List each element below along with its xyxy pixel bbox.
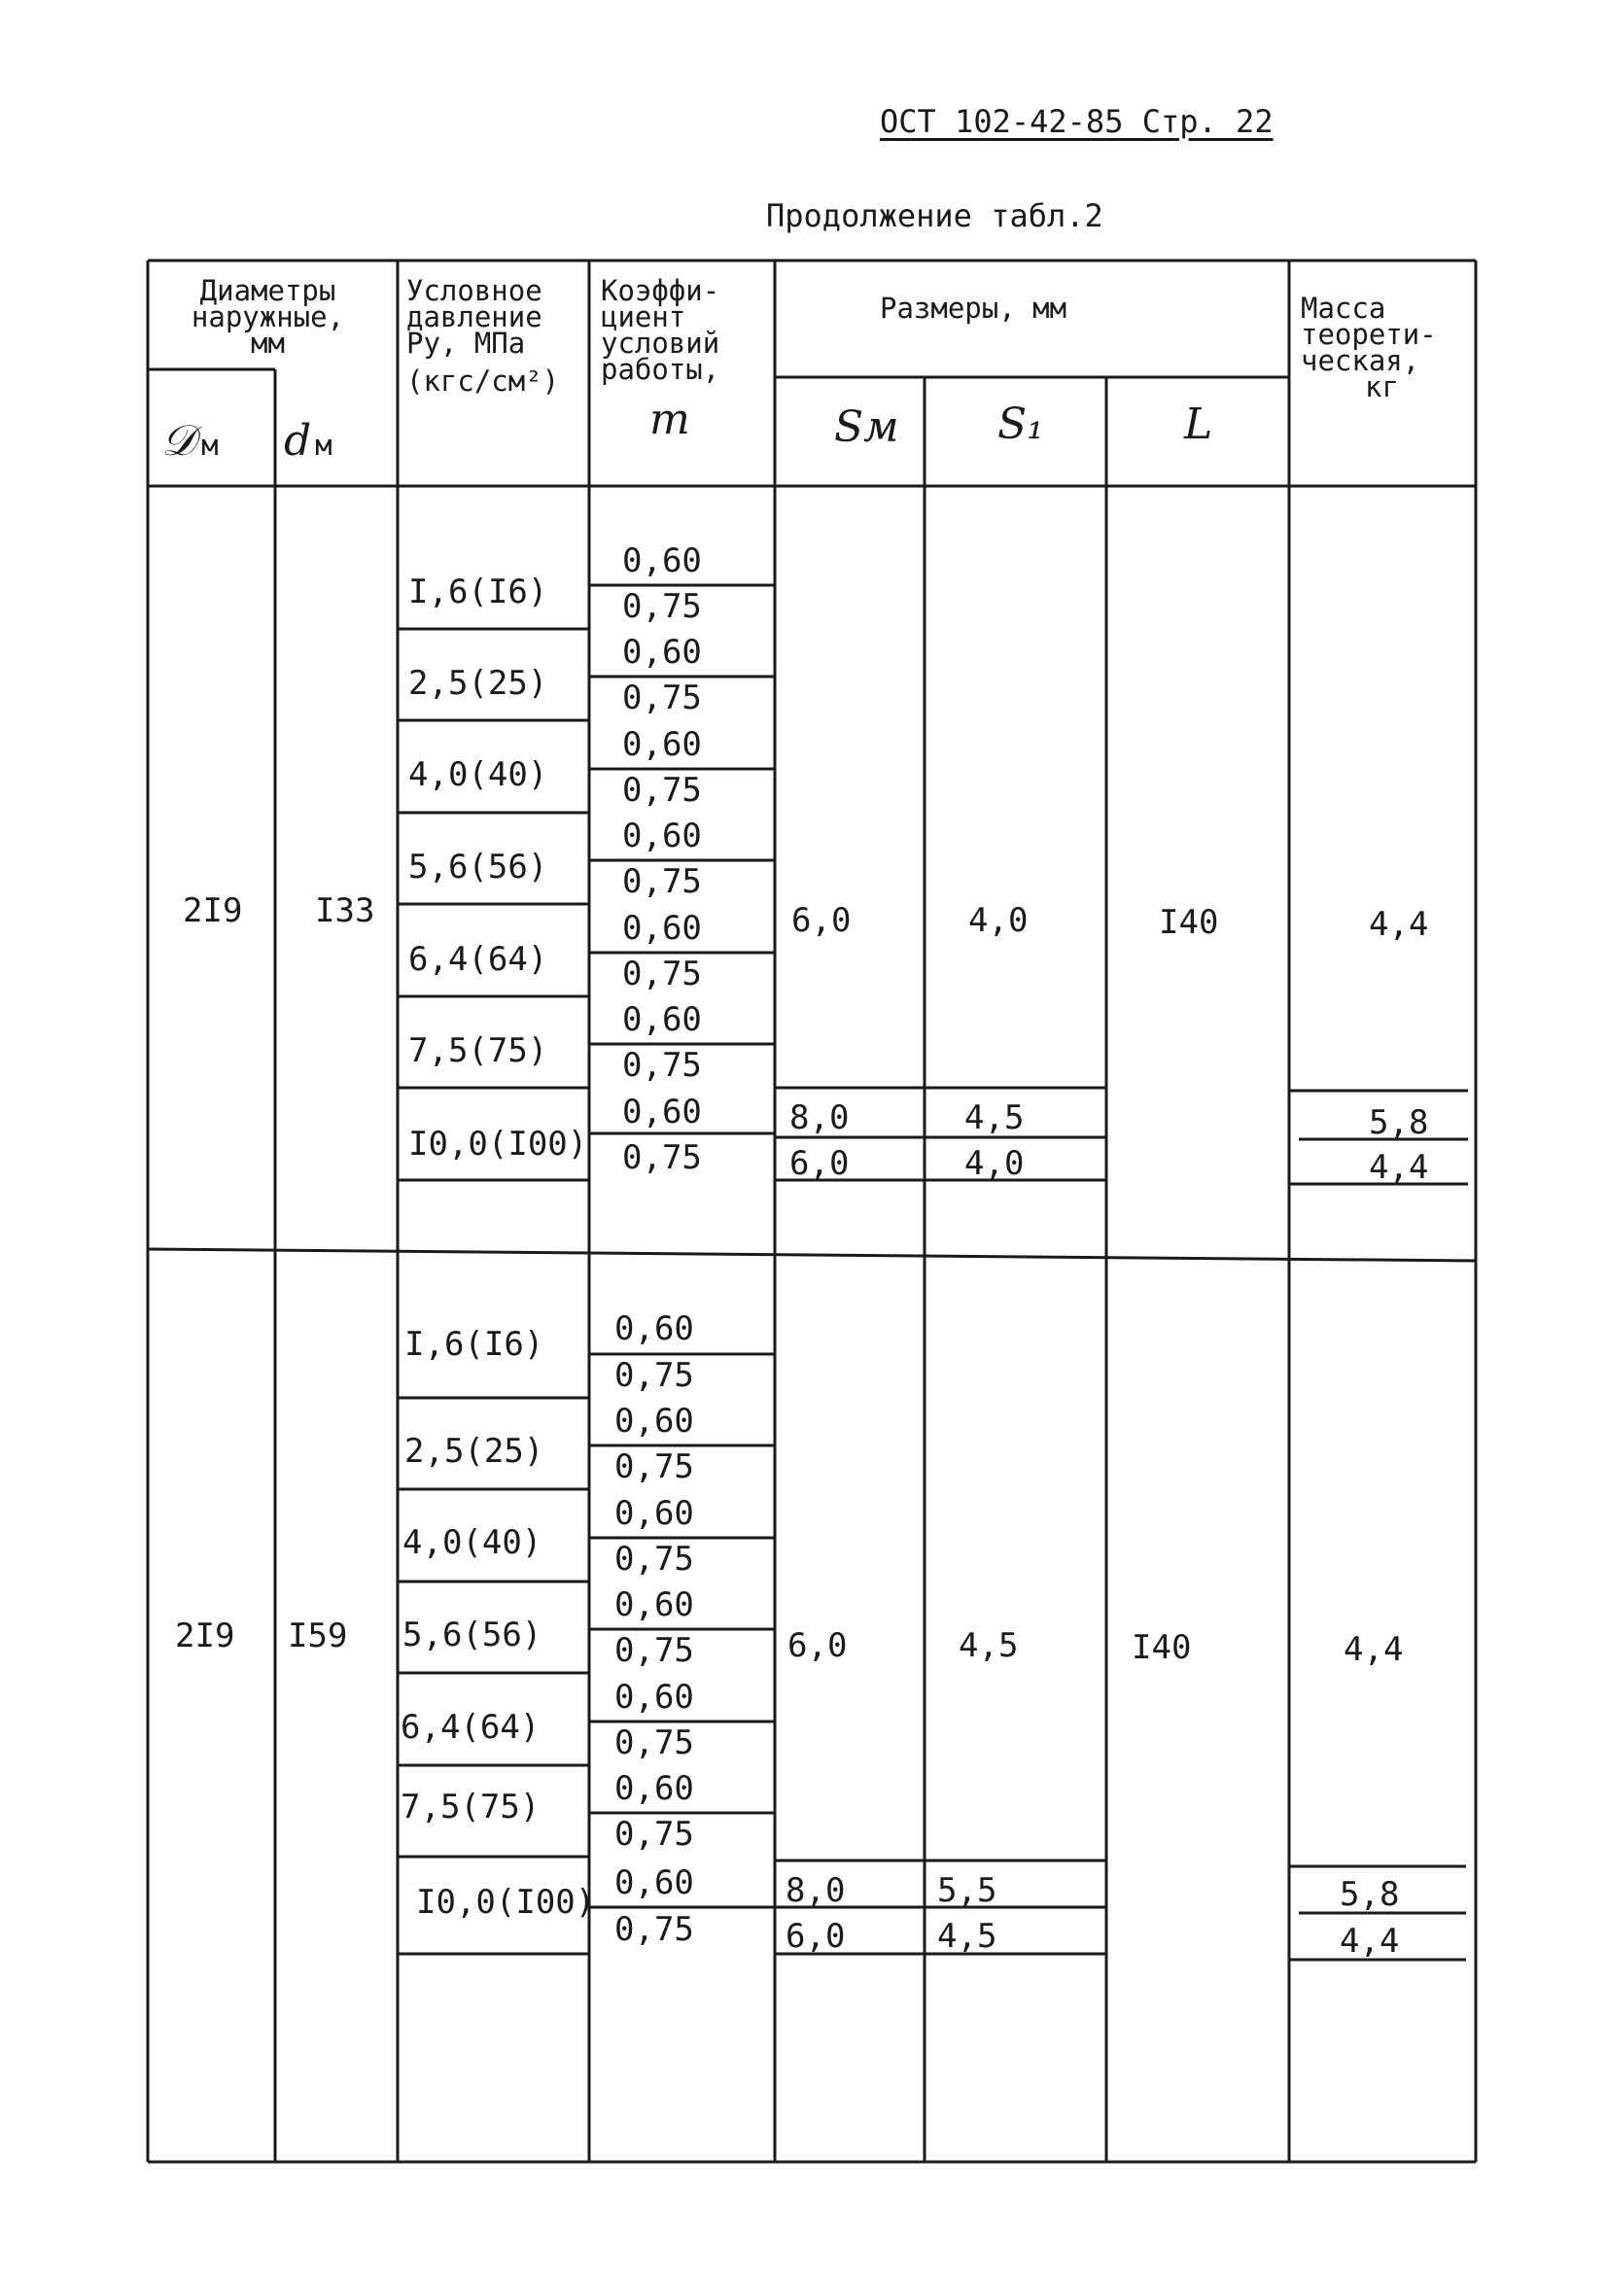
section2-D: 2I9 xyxy=(175,1617,235,1655)
header-pressure-line2: давление xyxy=(406,300,542,333)
section2-coef-4: 0,75 xyxy=(614,1447,694,1486)
header-mass-line2: теорети- xyxy=(1301,318,1437,351)
section1-l: I40 xyxy=(1159,903,1219,942)
section2-coef-6: 0,75 xyxy=(614,1540,694,1579)
section1-pressure-4: 5,6(56) xyxy=(408,848,548,887)
section2-coef-13: 0,60 xyxy=(614,1863,694,1902)
section1-coef-4: 0,75 xyxy=(622,678,702,717)
section2-coef-10: 0,75 xyxy=(614,1723,694,1762)
table-caption: Продолжение табл.2 xyxy=(766,197,1103,234)
section2-coef-3: 0,60 xyxy=(614,1402,694,1441)
header-pressure xyxy=(406,274,560,398)
header-mass-line1: Масса xyxy=(1301,292,1386,325)
section2-s1: 4,5 xyxy=(959,1626,1019,1665)
section2-coef-9: 0,60 xyxy=(614,1678,694,1717)
section2-coef-5: 0,60 xyxy=(614,1494,694,1533)
section2-coef-7: 0,60 xyxy=(614,1585,694,1624)
header-d-inner xyxy=(284,416,332,466)
section1-d: I33 xyxy=(315,891,375,930)
section1-sm: 6,0 xyxy=(791,901,852,940)
section1-last1-s1: 4,5 xyxy=(964,1098,1025,1137)
section1-last2-mass: 4,4 xyxy=(1369,1148,1429,1187)
section2-pressure-1: I,6(I6) xyxy=(404,1325,544,1364)
section1-coef-12: 0,75 xyxy=(622,1046,702,1085)
section1-coef-9: 0,60 xyxy=(622,909,702,948)
section2-last2-s1: 4,5 xyxy=(937,1917,997,1956)
section1-coef-14: 0,75 xyxy=(622,1138,702,1177)
header-sizes: Размеры, мм xyxy=(880,292,1067,325)
header-coef-line4: работы, xyxy=(601,353,720,386)
section1-coef-8: 0,75 xyxy=(622,862,702,901)
section2-l: I40 xyxy=(1132,1628,1192,1667)
section1-pressure-3: 4,0(40) xyxy=(408,755,548,794)
section1-coef-11: 0,60 xyxy=(622,1000,702,1039)
section2-coef-8: 0,75 xyxy=(614,1631,694,1670)
section1-coef-13: 0,60 xyxy=(622,1093,702,1131)
section1-last2-s1: 4,0 xyxy=(964,1144,1025,1183)
section2-pressure-6: 7,5(75) xyxy=(401,1788,541,1826)
header-D-unit: м xyxy=(201,429,219,462)
section1-coef-6: 0,75 xyxy=(622,771,702,810)
section2-mass: 4,4 xyxy=(1344,1630,1404,1669)
section1-coef-1: 0,60 xyxy=(622,541,702,580)
section1-pressure-6: 7,5(75) xyxy=(408,1031,548,1070)
header-l: L xyxy=(1184,400,1213,449)
section2-sm: 6,0 xyxy=(787,1626,848,1665)
section2-d: I59 xyxy=(288,1617,348,1655)
section2-coef-2: 0,75 xyxy=(614,1356,694,1395)
header-mass-line4: кг xyxy=(1365,370,1399,403)
header-coef-line1: Коэффи- xyxy=(601,274,720,307)
section2-pressure-2: 2,5(25) xyxy=(404,1432,544,1471)
section1-pressure-5: 6,4(64) xyxy=(408,940,548,979)
section1-D: 2I9 xyxy=(183,891,243,930)
section2-pressure-4: 5,6(56) xyxy=(402,1616,542,1654)
section1-pressure-1: I,6(I6) xyxy=(408,573,548,611)
header-coef-line3: условий xyxy=(601,327,720,360)
header-d-symbol: d xyxy=(284,416,312,466)
page-header: ОСТ 102-42-85 Стр. 22 xyxy=(880,103,1274,140)
header-d-unit: м xyxy=(315,429,332,462)
section2-pressure-3: 4,0(40) xyxy=(402,1523,542,1562)
header-diameters xyxy=(173,274,363,360)
header-pressure-line4: (кгс/см²) xyxy=(406,365,560,398)
section1-pressure-7: I0,0(I00) xyxy=(408,1125,588,1164)
section1-last1-mass: 5,8 xyxy=(1369,1103,1429,1142)
section1-coef-3: 0,60 xyxy=(622,633,702,672)
section1-coef-10: 0,75 xyxy=(622,955,702,993)
header-coef-line2: циент xyxy=(601,300,686,333)
header-sm: Sм xyxy=(834,402,899,452)
section1-pressure-2: 2,5(25) xyxy=(408,664,548,703)
header-pressure-line3: Ру, МПа xyxy=(406,327,526,360)
header-diameters-line1: Диаметры xyxy=(199,274,336,307)
section2-coef-12: 0,75 xyxy=(614,1815,694,1854)
header-D-symbol: 𝒟 xyxy=(161,416,196,466)
section2-pressure-5: 6,4(64) xyxy=(401,1708,541,1747)
section2-last1-sm: 8,0 xyxy=(786,1871,846,1910)
section2-last2-sm: 6,0 xyxy=(786,1917,846,1956)
section1-last1-sm: 8,0 xyxy=(789,1098,850,1137)
section1-last2-sm: 6,0 xyxy=(789,1144,850,1183)
header-D-outer xyxy=(161,416,219,466)
section1-s1: 4,0 xyxy=(968,901,1029,940)
header-pressure-line1: Условное xyxy=(406,274,542,307)
section2-coef-11: 0,60 xyxy=(614,1769,694,1808)
header-s1: S₁ xyxy=(997,400,1044,449)
section2-last1-mass: 5,8 xyxy=(1340,1875,1400,1914)
header-mass xyxy=(1301,292,1437,403)
header-diameters-line3: мм xyxy=(251,327,285,360)
section1-mass: 4,4 xyxy=(1369,905,1429,944)
section2-last2-mass: 4,4 xyxy=(1340,1922,1400,1961)
section2-coef-14: 0,75 xyxy=(614,1910,694,1949)
header-mass-line3: ческая, xyxy=(1301,344,1420,377)
section2-coef-1: 0,60 xyxy=(614,1309,694,1348)
header-coef-symbol: m xyxy=(649,395,690,444)
header-coefficient xyxy=(601,274,720,386)
section1-coef-2: 0,75 xyxy=(622,587,702,626)
section1-coef-7: 0,60 xyxy=(622,817,702,855)
section2-last1-s1: 5,5 xyxy=(937,1871,997,1910)
section1-coef-5: 0,60 xyxy=(622,725,702,764)
header-diameters-line2: наружные, xyxy=(191,300,345,333)
section2-pressure-7: I0,0(I00) xyxy=(416,1883,596,1922)
